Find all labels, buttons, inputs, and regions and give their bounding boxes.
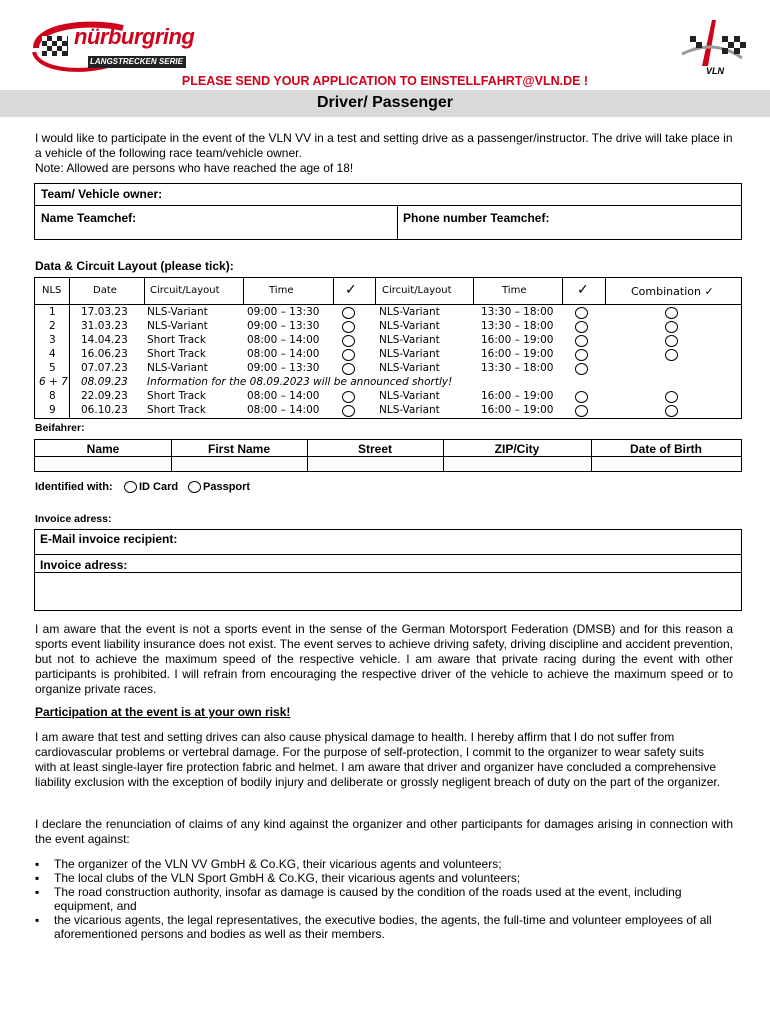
col-time1: Time — [269, 285, 294, 296]
tick-nls3-slot1[interactable] — [342, 335, 355, 347]
passenger-table — [34, 439, 742, 472]
passenger-zip-city-field[interactable] — [445, 458, 589, 470]
invoice-box — [34, 529, 742, 611]
tick-nls4-slot1[interactable] — [342, 349, 355, 361]
beifahrer-heading: Beifahrer: — [35, 422, 85, 434]
tick-nls5-slot1[interactable] — [342, 363, 355, 375]
id-card-radio[interactable] — [124, 481, 137, 493]
renunciation-list — [35, 857, 733, 941]
phone-teamchef-field[interactable] — [403, 224, 737, 238]
risk-heading: Participation at the event is at your own risk! — [35, 705, 291, 719]
name-teamchef-field[interactable] — [41, 224, 391, 238]
tick-nls2-combination[interactable] — [665, 321, 678, 333]
tick-nls1-slot1[interactable] — [342, 307, 355, 319]
invoice-heading: Invoice adress: — [35, 513, 112, 525]
page-title: Driver/ Passenger — [316, 94, 454, 111]
col-first-name: First Name — [207, 442, 271, 456]
col-zip-city: ZIP/City — [494, 442, 540, 456]
passenger-name-field[interactable] — [37, 458, 169, 470]
col-time2: Time — [502, 285, 527, 296]
title-band — [0, 90, 770, 117]
tick-nls9-slot1[interactable] — [342, 405, 355, 417]
col-nls: NLS — [42, 285, 62, 296]
intro-line2: Note: Allowed are persons who have reached the age of 18! — [35, 161, 354, 175]
tick-nls9-combination[interactable] — [665, 405, 678, 417]
tick-nls3-slot2[interactable] — [575, 335, 588, 347]
tick-nls4-combination[interactable] — [665, 349, 678, 361]
passport-label: Passport — [203, 481, 251, 493]
col-street: Street — [357, 442, 392, 456]
list-item: ▪ The road construction authority, insofar as damage is caused by the condition of the roads used at the event, including equipment, and — [35, 885, 682, 913]
col-name: Name — [86, 442, 120, 456]
col-check2: ✓ — [577, 281, 589, 297]
legal-para-2: I am aware that test and setting drives can also cause physical damage to health. I hereby affirm that I do not suffer from cardiovascular problems or vertebral damage. For the purpose of self-protection, I commit to the organizer to wear safety suits with at least single-layer fire protection fabric and helmet. I am aware that driver and organizer have concluded a comprehensive liability exclusion with the exception of bodily injury and deliberate or grossly negligent breach of duty on the part of the organizer. — [35, 730, 721, 789]
col-date-of-birth: Date of Birth — [630, 442, 702, 456]
legal-para-3: I declare the renunciation of claims of any kind against the organizer and other participants for damages arising in connection with the event against: — [35, 817, 733, 846]
email-invoice-label: E-Mail invoice recipient: — [40, 532, 178, 546]
intro-line1: I would like to participate in the event of the VLN VV in a test and setting drive as a passenger/instructor. The drive will take place in a vehicle of the following race team/vehicle owner. — [35, 131, 733, 160]
invoice-address-field[interactable] — [37, 574, 739, 608]
passenger-street-field[interactable] — [309, 458, 441, 470]
tick-nls1-slot2[interactable] — [575, 307, 588, 319]
tick-nls2-slot1[interactable] — [342, 321, 355, 333]
col-layout2: Circuit/Layout — [382, 285, 452, 296]
vln-logo-text: VLN — [706, 66, 724, 76]
logo-sub-text: LANGSTRECKEN SERIE — [90, 57, 183, 66]
passenger-first-name-field[interactable] — [173, 458, 305, 470]
tick-nls4-slot2[interactable] — [575, 349, 588, 361]
logo-brand-text: nürburgring — [74, 24, 195, 49]
name-teamchef-label: Name Teamchef: — [41, 211, 137, 225]
tick-nls5-slot2[interactable] — [575, 363, 588, 375]
col-date: Date — [93, 285, 117, 296]
tick-nls2-slot2[interactable] — [575, 321, 588, 333]
tick-nls9-slot2[interactable] — [575, 405, 588, 417]
nurburgring-logo — [28, 18, 228, 76]
col-check1: ✓ — [345, 281, 357, 297]
passport-radio[interactable] — [188, 481, 201, 493]
tick-nls8-slot1[interactable] — [342, 391, 355, 403]
team-box — [34, 183, 742, 240]
id-card-label: ID Card — [139, 481, 179, 493]
list-item: ▪ The organizer of the VLN VV GmbH & Co.KG, their vicarious agents and volunteers; — [35, 857, 502, 871]
legal-para-1: I am aware that the event is not a sports event in the sense of the German Motorsport Federation (DMSB) and for this reason a sports event liability insurance does not exist. The event serves to achieve driving safety, driving discipline and accident prevention, but not to achieve the maximum speed of the respective vehicle. I am aware that private racing during the event with other participants is prohibited. I will refrain from encouraging the respective driver of the vehicle to achieve the maximum speed or to organize private races. — [35, 622, 733, 696]
invoice-address-label: Invoice adress: — [40, 558, 128, 572]
phone-teamchef-label: Phone number Teamchef: — [403, 211, 550, 225]
list-item: ▪ The local clubs of the VLN Sport GmbH & Co.KG, their vicarious agents and volunteers; — [35, 871, 521, 885]
tick-nls8-combination[interactable] — [665, 391, 678, 403]
identified-with-label: Identified with: — [35, 481, 113, 493]
intro-text — [35, 131, 740, 176]
email-invoice-field[interactable] — [215, 532, 735, 552]
team-box-title: Team/ Vehicle owner: — [41, 187, 163, 201]
tick-nls3-combination[interactable] — [665, 335, 678, 347]
circuit-table-body: 1 17.03.23 NLS-Variant 09:00 – 13:30 NLS-Variant 13:30 – 18:00 2 31.03.23 NLS-Variant 09:00 – 13:30 NLS-Variant 13:30 – 18:00 3 14.04.23 Short Track 08:00 – 14:00 NLS-Variant 16:00 – 19:00 4 16.06.23 Short Track 08:00 – 14:00 NLS-Variant 16:00 – 19:00 5 07.07.23 NLS-Variant 09:00 – 13:30 NLS-Variant 13:30 – 18:00 6 + 7 08.09.23 Information for the 08.09.2023 will be announced shortly! 8 22.09.23 Short Track 08:00 – 14:00 NLS-Variant 16:00 – 19:00 9 06.10.23 Short Track 08:00 – 14:00 NLS-Variant 16:00 – 19:00 — [34, 305, 742, 419]
list-item: ▪ the vicarious agents, the legal representatives, the executive bodies, the agents, the full-time and volunteer employees of all aforementioned persons and bodies as well as their members. — [35, 913, 712, 941]
passenger-dob-field[interactable] — [593, 458, 739, 470]
col-combination: Combination ✓ — [631, 285, 714, 298]
vln-logo — [672, 14, 748, 78]
circuit-heading: Data & Circuit Layout (please tick): — [35, 259, 234, 273]
tick-nls8-slot2[interactable] — [575, 391, 588, 403]
col-layout1: Circuit/Layout — [150, 285, 220, 296]
send-notice: PLEASE SEND YOUR APPLICATION TO EINSTELLFAHRT@VLN.DE ! — [181, 74, 589, 88]
circuit-table-header — [34, 277, 742, 305]
tick-nls1-combination[interactable] — [665, 307, 678, 319]
